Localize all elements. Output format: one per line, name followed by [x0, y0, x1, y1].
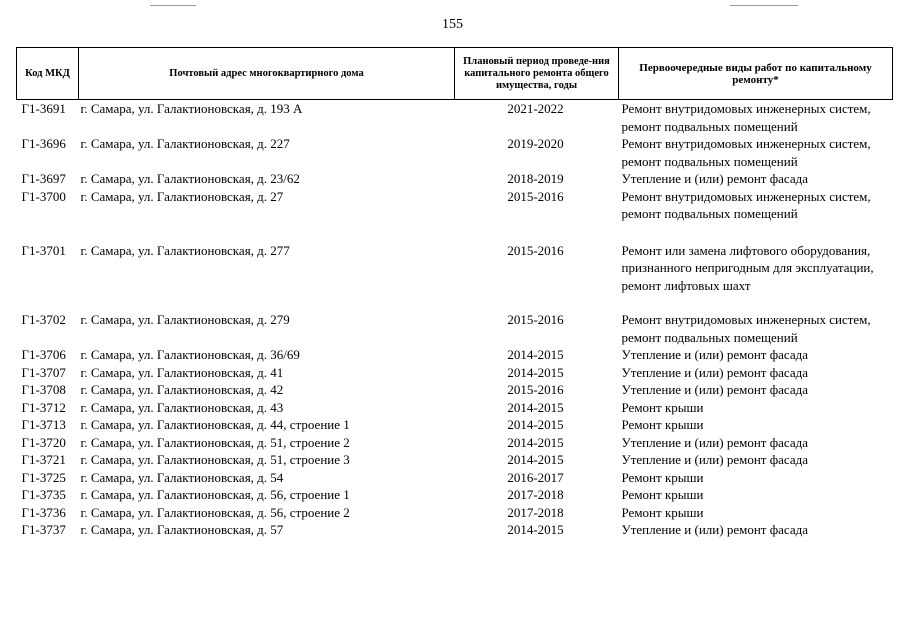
works-line: ремонт лифтовых шахт: [621, 277, 751, 293]
cell-code: Г1-3707: [21, 364, 66, 380]
table-row: [17, 381, 893, 399]
cell-address: г. Самара, ул. Галактионовская, д. 51, строение 3: [80, 452, 350, 467]
cell-period: 2014-2015: [507, 452, 564, 467]
table-header: [17, 48, 893, 100]
table-row: [17, 311, 893, 346]
table-row: [17, 135, 893, 170]
cell-works: [619, 504, 893, 522]
cell-code: Г1-3713: [21, 417, 66, 432]
works-line: Ремонт крыши: [621, 504, 704, 520]
cell-address: г. Самара, ул. Галактионовская, д. 57: [80, 522, 284, 537]
cell-code: Г1-3736: [21, 504, 66, 520]
cell-code: Г1-3702: [21, 312, 66, 327]
cell-address: г. Самара, ул. Галактионовская, д. 42: [80, 382, 284, 397]
cell-address: г. Самара, ул. Галактионовская, д. 54: [80, 469, 284, 485]
cell-address: г. Самара, ул. Галактионовская, д. 43: [80, 399, 284, 415]
cell-period: 2015-2016: [507, 312, 564, 327]
cell-works: [619, 434, 893, 452]
cell-address: г. Самара, ул. Галактионовская, д. 23/62: [80, 171, 300, 186]
cell-works: [619, 521, 893, 539]
cell-works: [619, 170, 893, 188]
cell-address: г. Самара, ул. Галактионовская, д. 44, строение 1: [80, 417, 350, 432]
cell-address: г. Самара, ул. Галактионовская, д. 41: [80, 364, 284, 380]
cell-code: Г1-3721: [21, 452, 66, 467]
header-works: Первоочередные виды работ по капитальному ремонту*: [619, 48, 893, 100]
cell-works: [619, 381, 893, 399]
works-line: Ремонт внутридомовых инженерных систем,: [621, 101, 871, 116]
cell-works: [619, 346, 893, 364]
cell-works: [619, 242, 893, 312]
cell-works: [619, 135, 893, 170]
works-line: Утепление и (или) ремонт фасада: [621, 382, 808, 397]
cell-period: 2014-2015: [507, 522, 564, 537]
works-line: ремонт подвальных помещений: [621, 118, 798, 134]
cell-period: 2017-2018: [507, 487, 564, 502]
table-row: [17, 504, 893, 522]
table-row: [17, 416, 893, 434]
table-row: [17, 521, 893, 539]
cell-period: 2015-2016: [507, 382, 564, 397]
cell-works: [619, 451, 893, 469]
cell-period: 2021-2022: [507, 101, 564, 116]
cell-period: 2014-2015: [507, 417, 564, 432]
cell-address: г. Самара, ул. Галактионовская, д. 56, строение 1: [80, 487, 350, 502]
table-row: [17, 188, 893, 242]
cell-code: Г1-3701: [21, 242, 66, 258]
table-row: [17, 486, 893, 504]
cell-address: г. Самара, ул. Галактионовская, д. 51, строение 2: [80, 434, 350, 450]
cell-period: 2014-2015: [507, 347, 564, 362]
repair-schedule-table: [16, 47, 892, 539]
cell-code: Г1-3697: [21, 171, 66, 186]
cell-code: Г1-3700: [21, 188, 66, 204]
cell-code: Г1-3706: [21, 347, 66, 362]
works-line: ремонт подвальных помещений: [621, 153, 798, 169]
works-line: Утепление и (или) ремонт фасада: [621, 364, 808, 380]
table-row: [17, 434, 893, 452]
works-line: Утепление и (или) ремонт фасада: [621, 434, 808, 450]
works-line: Утепление и (или) ремонт фасада: [621, 171, 808, 186]
cell-period: 2014-2015: [507, 434, 564, 450]
cell-works: [619, 399, 893, 417]
cell-code: Г1-3691: [21, 101, 66, 116]
cell-address: г. Самара, ул. Галактионовская, д. 193 А: [80, 101, 303, 116]
cell-period: 2014-2015: [507, 364, 564, 380]
cell-code: Г1-3737: [21, 522, 66, 537]
table-row: [17, 364, 893, 382]
cell-period: 2019-2020: [507, 136, 564, 151]
cell-works: [619, 364, 893, 382]
cell-code: Г1-3712: [21, 399, 66, 415]
cell-address: г. Самара, ул. Галактионовская, д. 56, строение 2: [80, 504, 350, 520]
works-line: признанного непригодным для эксплуатации,: [621, 260, 874, 275]
cell-works: [619, 311, 893, 346]
cell-works: [619, 188, 893, 242]
header-period: Плановый период проведе-ния капитального ремонта общего имущества, годы: [455, 48, 619, 100]
scan-artifact-right: [730, 5, 798, 6]
header-code: Код МКД: [17, 48, 79, 100]
works-line: Ремонт внутридомовых инженерных систем,: [621, 312, 871, 327]
works-line: Ремонт или замена лифтового оборудования,: [621, 242, 871, 258]
works-line: Утепление и (или) ремонт фасада: [621, 452, 808, 467]
cell-address: г. Самара, ул. Галактионовская, д. 27: [80, 188, 284, 204]
cell-works: [619, 100, 893, 136]
cell-works: [619, 469, 893, 487]
cell-period: 2015-2016: [507, 188, 564, 204]
table-body: [17, 100, 893, 539]
table-row: [17, 451, 893, 469]
table-row: [17, 346, 893, 364]
cell-period: 2015-2016: [507, 242, 564, 258]
cell-period: 2016-2017: [507, 469, 564, 485]
table-row: [17, 399, 893, 417]
cell-code: Г1-3708: [21, 382, 66, 397]
works-line: Утепление и (или) ремонт фасада: [621, 522, 808, 537]
works-line: Ремонт крыши: [621, 487, 704, 502]
header-address: Почтовый адрес многоквартирного дома: [79, 48, 455, 100]
cell-code: Г1-3725: [21, 469, 66, 485]
table-row: [17, 469, 893, 487]
works-line: Ремонт крыши: [621, 417, 704, 432]
works-line: Ремонт крыши: [621, 399, 704, 415]
cell-period: 2014-2015: [507, 399, 564, 415]
cell-address: г. Самара, ул. Галактионовская, д. 36/69: [80, 347, 300, 362]
cell-period: 2018-2019: [507, 171, 564, 186]
works-line: ремонт подвальных помещений: [621, 206, 798, 221]
works-line: ремонт подвальных помещений: [621, 329, 798, 345]
works-line: Ремонт крыши: [621, 469, 704, 485]
scan-artifact-left: [150, 5, 196, 6]
page-number: 155: [442, 17, 463, 32]
cell-works: [619, 416, 893, 434]
cell-address: г. Самара, ул. Галактионовская, д. 277: [80, 242, 290, 258]
cell-period: 2017-2018: [507, 504, 564, 520]
table-row: [17, 242, 893, 312]
cell-code: Г1-3696: [21, 136, 66, 151]
cell-code: Г1-3735: [21, 487, 66, 502]
works-line: Ремонт внутридомовых инженерных систем,: [621, 136, 871, 151]
table-row: [17, 100, 893, 136]
table-row: [17, 170, 893, 188]
works-line: Ремонт внутридомовых инженерных систем,: [621, 188, 871, 204]
works-line: Утепление и (или) ремонт фасада: [621, 347, 808, 362]
cell-address: г. Самара, ул. Галактионовская, д. 227: [80, 136, 290, 151]
cell-code: Г1-3720: [21, 434, 66, 450]
cell-works: [619, 486, 893, 504]
cell-address: г. Самара, ул. Галактионовская, д. 279: [80, 312, 290, 327]
